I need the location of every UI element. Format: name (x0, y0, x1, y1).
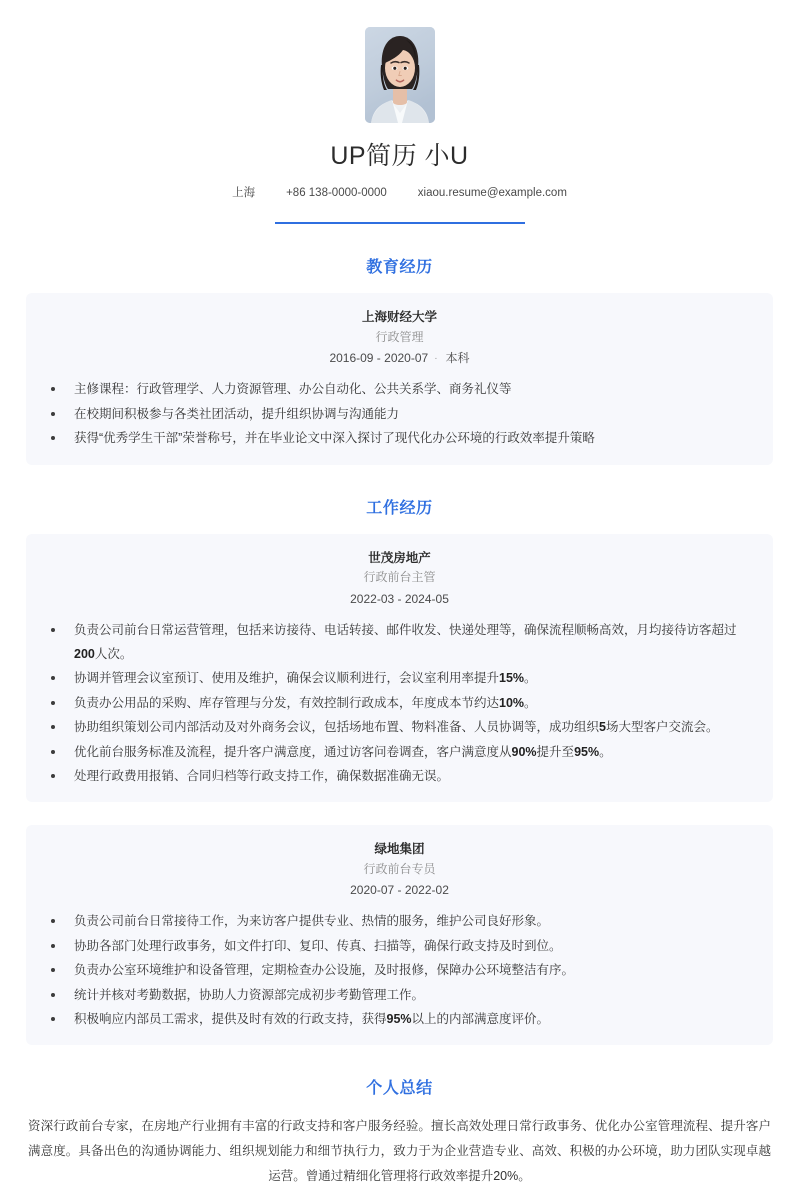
section-work (26, 495, 773, 1046)
work-entry-header (48, 840, 751, 900)
bullet-item: 协助组织策划公司内部活动及对外商务会议，包括场地布置、物料准备、人员协调等，成功组织5场大型客户交流会。 (48, 715, 751, 739)
bullet-item: 获得“优秀学生干部”荣誉称号，并在毕业论文中深入探讨了现代化办公环境的行政效率提升策略 (48, 426, 751, 450)
work-bullet-list (48, 909, 751, 1031)
bullet-item: 负责公司前台日常接待工作，为来访客户提供专业、热情的服务，维护公司良好形象。 (48, 909, 751, 933)
major-name: 行政管理 (375, 330, 424, 345)
company-name: 世茂房地产 (368, 550, 431, 565)
summary-text: 资深行政前台专家，在房地产行业拥有丰富的行政支持和客户服务经验。擅长高效处理日常行政事务、优化办公室管理流程、提升客户满意度。具备出色的沟通协调能力、组织规划能力和细节执行力，致力于为企业营造专业、高效、积极的办公环境，助力团队实现卓越运营。曾通过精细化管理将行政效率提升20%。 (28, 1119, 771, 1184)
education-entry-card (26, 293, 773, 464)
work-entries (26, 534, 773, 1046)
contact-line (26, 185, 773, 201)
bullet-item: 在校期间积极参与各类社团活动，提升组织协调与沟通能力 (48, 402, 751, 426)
education-entry-header (48, 308, 751, 368)
header-divider (275, 222, 525, 224)
company-name: 绿地集团 (374, 842, 425, 857)
profile-photo (365, 27, 435, 123)
work-bullet-list (48, 618, 751, 789)
work-entry-card (26, 534, 773, 803)
work-dates: 2022-03 - 2024-05 (350, 591, 449, 606)
bullet-item: 负责办公室环境维护和设备管理，定期检查办公设施，及时报修，保障办公环境整洁有序。 (48, 958, 751, 982)
school-name: 上海财经大学 (361, 310, 437, 325)
contact-location: 上海 (232, 187, 256, 200)
meta-separator: · (434, 353, 438, 365)
contact-phone: +86 138-0000-0000 (286, 187, 387, 200)
job-title: 行政前台专员 (363, 862, 436, 877)
bullet-item: 协调并管理会议室预订、使用及维护，确保会议顺利进行，会议室利用率提升15%。 (48, 666, 751, 690)
bullet-item: 积极响应内部员工需求，提供及时有效的行政支持，获得95%以上的内部满意度评价。 (48, 1007, 751, 1031)
section-title-summary: 个人总结 (366, 1080, 433, 1098)
page-title: UP简历 小U (330, 142, 469, 170)
bullet-item: 主修课程：行政管理学、人力资源管理、办公自动化、公共关系学、商务礼仪等 (48, 377, 751, 401)
education-bullet-list (48, 377, 751, 450)
contact-email: xiaou.resume@example.com (417, 187, 567, 200)
section-title-work: 工作经历 (366, 499, 433, 517)
bullet-item: 负责公司前台日常运营管理，包括来访接待、电话转接、邮件收发、快递处理等，确保流程顺畅高效，月均接待访客超过200人次。 (48, 618, 751, 667)
work-entry-header (48, 549, 751, 609)
education-degree: 本科 (445, 351, 470, 366)
section-title-education: 教育经历 (366, 259, 433, 277)
job-title: 行政前台主管 (363, 570, 436, 585)
section-education (26, 254, 773, 464)
bullet-item: 优化前台服务标准及流程，提升客户满意度，通过访客问卷调查，客户满意度从90%提升至95%。 (48, 740, 751, 764)
portrait-illustration-icon (365, 27, 435, 123)
education-dates: 2016-09 - 2020-07 (329, 351, 429, 366)
resume-header (26, 20, 773, 224)
bullet-item: 处理行政费用报销、合同归档等行政支持工作，确保数据准确无误。 (48, 764, 751, 788)
bullet-item: 统计并核对考勤数据，协助人力资源部完成初步考勤管理工作。 (48, 983, 751, 1007)
work-dates: 2020-07 - 2022-02 (350, 883, 449, 898)
work-entry-card (26, 825, 773, 1045)
bullet-item: 协助各部门处理行政事务，如文件打印、复印、传真、扫描等，确保行政支持及时到位。 (48, 934, 751, 958)
education-meta (48, 349, 751, 368)
bullet-item: 负责办公用品的采购、库存管理与分发，有效控制行政成本，年度成本节约达10%。 (48, 691, 751, 715)
section-summary (26, 1075, 773, 1189)
